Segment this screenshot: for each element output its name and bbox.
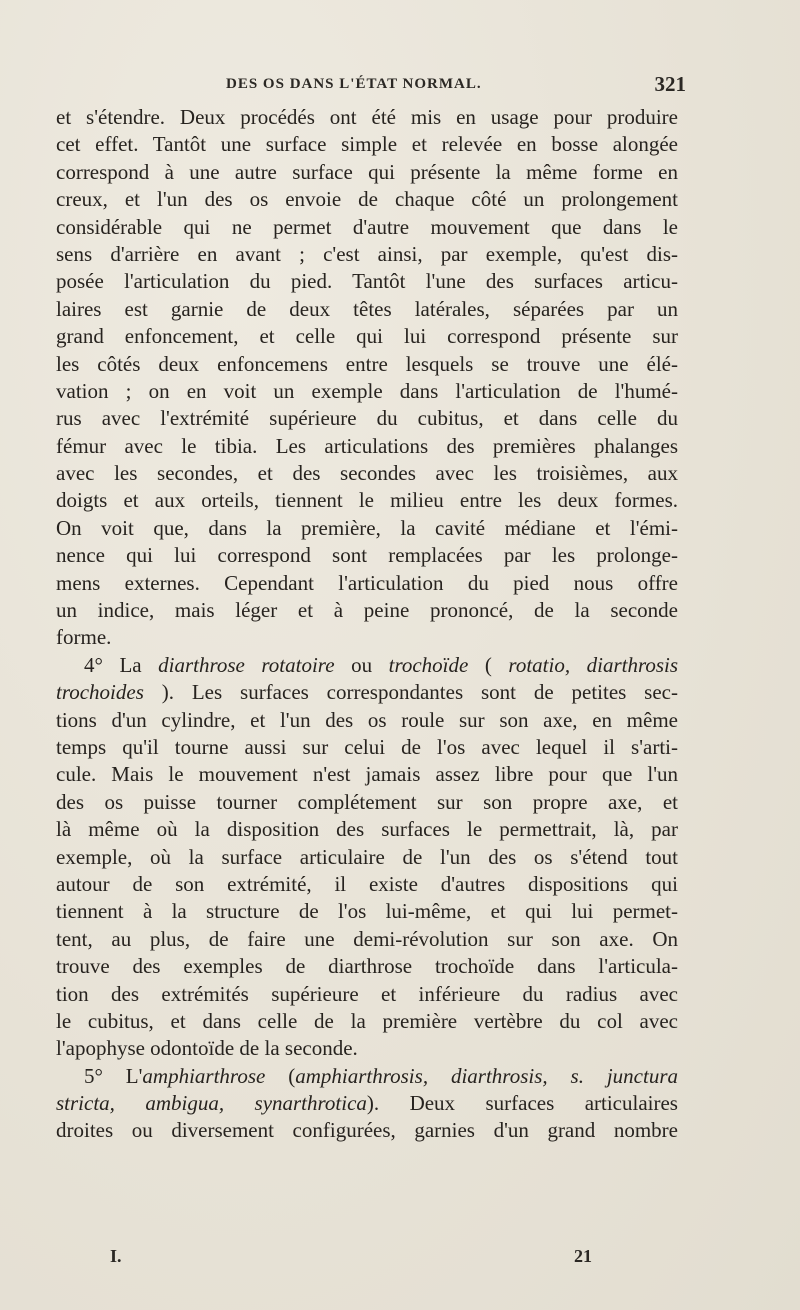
term-italic: diarthrose rotatoire [158,652,335,677]
text-line: nence qui lui correspond sont remplacées par les prolonge- [56,543,678,568]
paragraph-trochoide [56,652,678,1063]
text-line: creux, et l'un des os envoie de chaque côté un prolongement [56,187,678,212]
text-line: tiennent à la structure de l'os lui-même, et qui lui permet- [56,899,678,924]
text-line: tion des extrémités supérieure et inférieure du radius avec [56,981,678,1006]
running-title: DES OS DANS L'ÉTAT NORMAL. [226,76,482,92]
text-line: tions d'un cylindre, et l'un des os roule sur son axe, en même [56,707,678,732]
text-run: ). Deux surfaces articulaires [366,1091,678,1116]
text-line: tent, au plus, de faire une demi-révolution sur son axe. On [56,926,678,951]
term-italic: trochoides [56,680,144,705]
text-line: forme. [56,625,112,650]
text-line: l'apophyse odontoïde de la seconde. [56,1036,358,1061]
text-line: vation ; on en voit un exemple dans l'articulation de l'humé- [56,378,678,403]
text-line: On voit que, dans la première, la cavité médiane et l'émi- [56,515,678,540]
text-line: autour de son extrémité, il existe d'autres dispositions qui [56,871,678,896]
text-line: posée l'articulation du pied. Tantôt l'une des surfaces articu- [56,269,678,294]
text-line: mens externes. Cependant l'articulation du pied nous offre [56,570,678,595]
text-line [56,652,678,679]
text-run: ou [334,652,389,677]
body-text [56,104,678,1145]
text-line: cet effet. Tantôt une surface simple et relevée en bosse alongée [56,132,678,157]
text-line: les côtés deux enfoncemens entre lesquels se trouve une élé- [56,351,678,376]
text-line: sens d'arrière en avant ; c'est ainsi, par exemple, qu'est dis- [56,241,678,266]
text-run: 4° La [84,652,159,677]
text-line: droites ou diversement configurées, garnies d'un grand nombre [56,1118,678,1143]
text-line: laires est garnie de deux têtes latérales, séparées par un [56,296,678,321]
text-line: grand enfoncement, et celle qui lui correspond présente sur [56,324,678,349]
text-run: ( [468,652,509,677]
text-line: trouve des exemples de diarthrose trochoïde dans l'articula- [56,954,678,979]
paragraph-continuation [56,104,678,652]
text-run: 5° L' [84,1063,143,1088]
text-line: temps qu'il tourne aussi sur celui de l'os avec lequel il s'arti- [56,734,678,759]
text-line: doigts et aux orteils, tiennent le milieu entre les deux formes. [56,488,678,513]
term-italic: rotatio, diarthrosis [508,652,679,677]
text-line: considérable qui ne permet d'autre mouvement que dans le [56,214,678,239]
text-line [56,1090,678,1117]
page-number: 321 [654,72,686,96]
text-line: un indice, mais léger et à peine prononcé, de la seconde [56,598,678,623]
text-line: des os puisse tourner complétement sur son propre axe, et [56,789,678,814]
signature-number: 21 [574,1246,592,1266]
text-line: fémur avec le tibia. Les articulations des premières phalanges [56,433,678,458]
text-line: avec les secondes, et des secondes avec les troisièmes, aux [56,461,678,486]
page-footer [56,1246,678,1276]
text-line: et s'étendre. Deux procédés ont été mis en usage pour produire [56,105,678,129]
term-italic: amphiarthrose [142,1063,266,1088]
text-line: exemple, où la surface articulaire de l'un des os s'étend tout [56,844,678,869]
text-line [56,679,678,706]
text-run: ( [265,1063,296,1088]
page-header [56,70,686,100]
text-line [56,1063,678,1090]
text-run: ). Les surfaces correspondantes sont de petites sec- [143,680,678,705]
text-line: cule. Mais le mouvement n'est jamais assez libre pour que l'un [56,762,678,787]
text-line: correspond à une autre surface qui présente la même forme en [56,159,678,184]
term-italic: trochoïde [388,652,469,677]
term-italic: amphiarthrosis, diarthrosis, s. junctura [295,1063,679,1088]
text-line: rus avec l'extrémité supérieure du cubitus, et dans celle du [56,406,678,431]
text-line: le cubitus, et dans celle de la première vertèbre du col avec [56,1008,678,1033]
signature-mark: I. [110,1246,122,1266]
term-italic: stricta, ambigua, synarthrotica [56,1091,367,1116]
text-line: là même où la disposition des surfaces le permettrait, là, par [56,817,678,842]
paragraph-amphiarthrose [56,1063,678,1145]
